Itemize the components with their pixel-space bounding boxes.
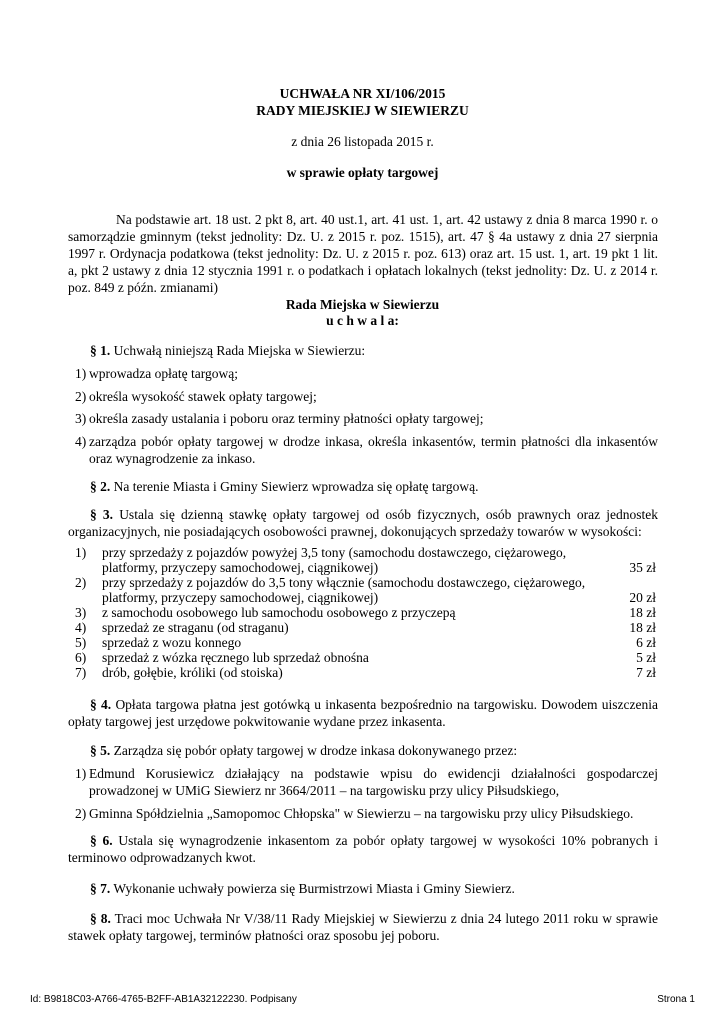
document-subject: w sprawie opłaty targowej: [286, 165, 439, 180]
rate-number: 3): [75, 605, 87, 620]
item-number: 2): [75, 806, 87, 821]
rate-number: 2): [75, 575, 87, 590]
rate-value: 18 zł: [629, 620, 656, 635]
item-text: Gminna Spółdzielnia „Samopomoc Chłopska" w Siewierzu – na targowisku przy ulicy Piłsudskiego.: [89, 806, 634, 821]
section-3-mark: § 3.: [90, 507, 114, 522]
title-line-2: RADY MIEJSKIEJ W SIEWIERZU: [256, 103, 469, 118]
item-number: 3): [75, 411, 87, 426]
rates-table: [68, 545, 658, 680]
item-number: 2): [75, 389, 87, 404]
section-7-mark: § 7.: [90, 881, 111, 896]
legal-basis-text: Na podstawie art. 18 ust. 2 pkt 8, art. 40 ust.1, art. 41 ust. 1, art. 42 ustawy z dnia 8 marca 1990 r. o samorządzie gminnym (tekst jednolity: Dz. U. z 2015 r. poz. 1515), art. 47 § 4a ustawy z dnia 27 sierpnia 1997 r. Ordynacja podatkowa (tekst jednolity: Dz. U. z 2015 r. poz. 613) oraz art. 15 ust. 1, art. 19 pkt 1 lit. a, pkt 2 ustawy z dnia 12 stycznia 1991 r. o podatkach i opłatach lokalnych (tekst jednolity: Dz. U. z 2014 r. poz. 849 z późn. zmianami): [68, 212, 658, 295]
section-2: [68, 478, 658, 495]
document-title: [0, 85, 725, 119]
rate-number: 5): [75, 635, 87, 650]
section-7-text: Wykonanie uchwały powierza się Burmistrzowi Miasta i Gminy Siewierz.: [113, 881, 515, 896]
rate-description: przy sprzedaży z pojazdów powyżej 3,5 tony (samochodu dostawczego, ciężarowego, platformy, przyczepy samochodowej, ciągnikowej): [102, 545, 567, 575]
section-1-item: [75, 388, 658, 405]
council-heading: [0, 297, 725, 329]
document-date: z dnia 26 listopada 2015 r.: [291, 134, 434, 149]
item-text: Edmund Korusiewicz działający na podstawie wpisu do ewidencji działalności gospodarczej prowadzonej w UMiG Siewierz nr 3664/2011 – na targowisku przy ulicy Piłsudskiego,: [89, 766, 658, 798]
section-3: [68, 506, 658, 540]
rate-row: [68, 635, 658, 650]
section-4: [68, 696, 658, 730]
section-1: [68, 342, 658, 359]
section-6-text: Ustala się wynagrodzenie inkasentom za pobór opłaty targowej w wysokości 10% pobranych i terminowo odprowadzanych kwot.: [68, 833, 658, 865]
section-6: [68, 832, 658, 866]
rate-description: drób, gołębie, króliki (od stoiska): [102, 665, 283, 680]
legal-basis: [68, 211, 658, 296]
rate-value: 35 zł: [629, 560, 656, 575]
section-5-mark: § 5.: [90, 743, 111, 758]
item-text: określa zasady ustalania i poboru oraz terminy płatności opłaty targowej;: [89, 411, 484, 426]
rate-value: 6 zł: [636, 635, 656, 650]
section-4-mark: § 4.: [90, 697, 112, 712]
item-text: wprowadza opłatę targową;: [89, 366, 238, 381]
section-1-text: Uchwałą niniejszą Rada Miejska w Siewierzu:: [113, 343, 366, 358]
footer-page-number: Strona 1: [657, 994, 695, 1005]
rate-value: 5 zł: [636, 650, 656, 665]
section-6-mark: § 6.: [90, 833, 113, 848]
item-number: 4): [75, 434, 87, 449]
council-resolves: u c h w a l a:: [326, 313, 399, 328]
section-5: [68, 742, 658, 759]
section-2-mark: § 2.: [90, 479, 111, 494]
rate-row: [68, 605, 658, 620]
rate-value: 18 zł: [629, 605, 656, 620]
rate-row: [68, 650, 658, 665]
item-number: 1): [75, 366, 87, 381]
rate-row: [68, 665, 658, 680]
section-3-text: Ustala się dzienną stawkę opłaty targowej od osób fizycznych, osób prawnych oraz jednostek organizacyjnych, nie posiadających osobowości prawnej, dokonujących sprzedaży towarów w wysokości:: [68, 507, 658, 539]
rate-number: 4): [75, 620, 87, 635]
rate-description: z samochodu osobowego lub samochodu osobowego z przyczepą: [102, 605, 456, 620]
rate-value: 20 zł: [629, 590, 656, 605]
rate-row: [68, 620, 658, 635]
section-5-text: Zarządza się pobór opłaty targowej w drodze inkasa dokonywanego przez:: [113, 743, 518, 758]
item-text: zarządza pobór opłaty targowej w drodze inkasa, określa inkasentów, termin płatności dla inkasentów oraz wynagrodzenie za inkaso.: [89, 434, 658, 466]
rate-number: 6): [75, 650, 87, 665]
section-1-item: [75, 410, 658, 427]
section-8: [68, 910, 658, 944]
item-text: określa wysokość stawek opłaty targowej;: [89, 389, 317, 404]
rate-row: [68, 545, 658, 575]
section-8-mark: § 8.: [90, 911, 111, 926]
rate-row: [68, 575, 658, 605]
section-8-text: Traci moc Uchwała Nr V/38/11 Rady Miejskiej w Siewierzu z dnia 24 lutego 2011 roku w sprawie stawek opłaty targowej, terminów płatności oraz sposobu jej poboru.: [68, 911, 658, 943]
rate-description: sprzedaż z wózka ręcznego lub sprzedaż obnośna: [102, 650, 369, 665]
section-7: [68, 880, 658, 897]
rate-value: 7 zł: [636, 665, 656, 680]
section-5-item: [75, 805, 658, 822]
section-1-item: [75, 433, 658, 467]
rate-description: sprzedaż z wozu konnego: [102, 635, 242, 650]
rate-description: przy sprzedaży z pojazdów do 3,5 tony włącznie (samochodu dostawczego, ciężarowego, platformy, przyczepy samochodowej, ciągnikowej): [102, 575, 586, 605]
section-1-mark: § 1.: [90, 343, 111, 358]
rate-number: 7): [75, 665, 87, 680]
section-5-item: [75, 765, 658, 799]
rate-description: sprzedaż ze straganu (od straganu): [102, 620, 289, 635]
footer-document-id: Id: B9818C03-A766-4765-B2FF-AB1A32122230. Podpisany: [30, 994, 297, 1005]
item-number: 1): [75, 766, 87, 781]
section-2-text: Na terenie Miasta i Gminy Siewierz wprowadza się opłatę targową.: [113, 479, 479, 494]
section-1-item: [75, 365, 658, 382]
rate-number: 1): [75, 545, 87, 560]
council-name: Rada Miejska w Siewierzu: [285, 297, 440, 312]
title-line-1: UCHWAŁA NR XI/106/2015: [279, 86, 446, 101]
section-4-text: Opłata targowa płatna jest gotówką u inkasenta bezpośrednio na targowisku. Dowodem uiszczenia opłaty targowej jest urzędowe pokwitowanie wydane przez inkasenta.: [68, 697, 658, 729]
